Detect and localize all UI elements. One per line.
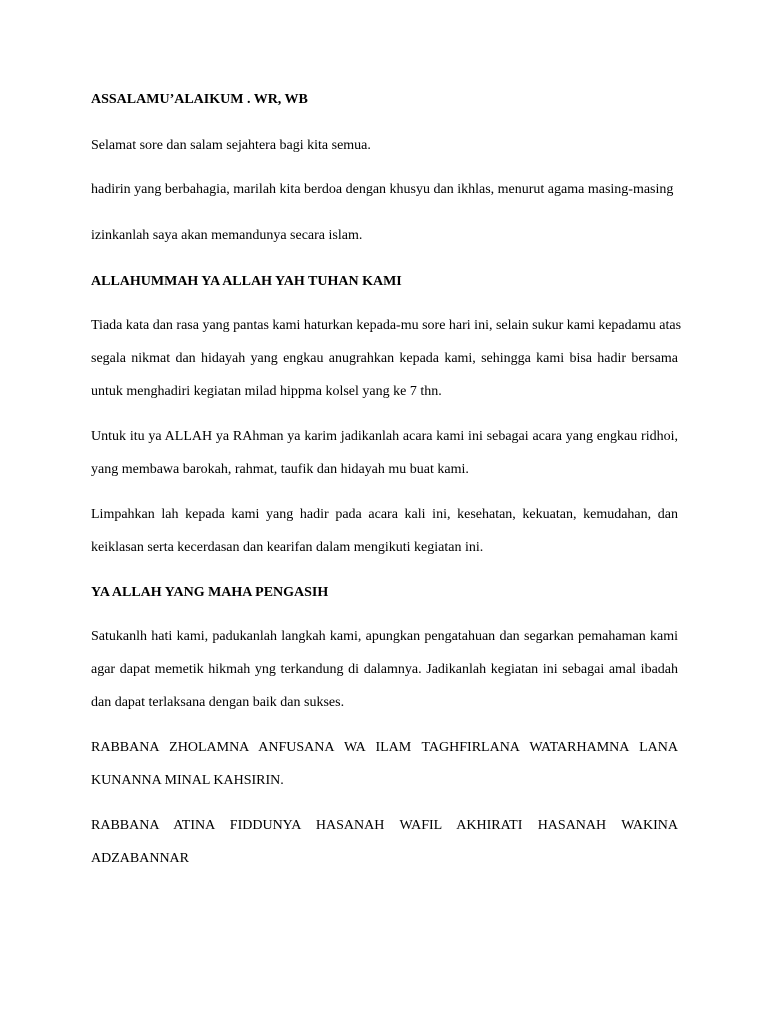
section-heading: ALLAHUMMAH YA ALLAH YAH TUHAN KAMI bbox=[91, 274, 402, 289]
paragraph bbox=[91, 816, 678, 869]
paragraph-line: ADZABANNAR bbox=[91, 851, 189, 866]
paragraph bbox=[91, 738, 678, 791]
intro-line: izinkanlah saya akan memandunya secara islam. bbox=[91, 228, 363, 243]
paragraph-line: Limpahkan lah kepada kami yang hadir pada acara kali ini, kesehatan, kekuatan, kemudahan, dan bbox=[91, 507, 678, 522]
paragraph bbox=[91, 316, 682, 402]
paragraph bbox=[91, 627, 678, 713]
paragraph-line: dan dapat terlaksana dengan baik dan sukses. bbox=[91, 695, 345, 710]
paragraph-line: RABBANA ZHOLAMNA ANFUSANA WA ILAM TAGHFIRLANA WATARHAMNA LANA bbox=[91, 740, 678, 755]
paragraph bbox=[91, 505, 678, 558]
paragraph-line: Untuk itu ya ALLAH ya RAhman ya karim jadikanlah acara kami ini sebagai acara yang engkau ridhoi, bbox=[91, 429, 678, 444]
paragraph-line: untuk menghadiri kegiatan milad hippma kolsel yang ke 7 thn. bbox=[91, 384, 442, 399]
greeting-heading: ASSALAMU’ALAIKUM . WR, WB bbox=[91, 92, 308, 107]
paragraph-line: keiklasan serta kecerdasan dan kearifan dalam mengikuti kegiatan ini. bbox=[91, 540, 484, 555]
document-body bbox=[91, 90, 682, 869]
paragraph-line: Tiada kata dan rasa yang pantas kami haturkan kepada-mu sore hari ini, selain sukur kami kepadamu atas bbox=[91, 318, 682, 333]
paragraph-line: segala nikmat dan hidayah yang engkau anugrahkan kepada kami, sehingga kami bisa hadir bersama bbox=[91, 351, 678, 366]
intro-line: hadirin yang berbahagia, marilah kita berdoa dengan khusyu dan ikhlas, menurut agama masing-masing bbox=[91, 182, 674, 197]
paragraph-line: Satukanlh hati kami, padukanlah langkah kami, apungkan pengatahuan dan segarkan pemahaman kami bbox=[91, 629, 678, 644]
paragraph-line: yang membawa barokah, rahmat, taufik dan hidayah mu buat kami. bbox=[91, 462, 469, 477]
paragraph-line: RABBANA ATINA FIDDUNYA HASANAH WAFIL AKHIRATI HASANAH WAKINA bbox=[91, 818, 678, 833]
paragraph-line: agar dapat memetik hikmah yng terkandung di dalamnya. Jadikanlah kegiatan ini sebagai amal ibadah bbox=[91, 662, 678, 677]
paragraph bbox=[91, 427, 678, 480]
section-heading: YA ALLAH YANG MAHA PENGASIH bbox=[91, 585, 329, 600]
paragraph-line: KUNANNA MINAL KAHSIRIN. bbox=[91, 773, 284, 788]
intro-line: Selamat sore dan salam sejahtera bagi kita semua. bbox=[91, 138, 371, 153]
